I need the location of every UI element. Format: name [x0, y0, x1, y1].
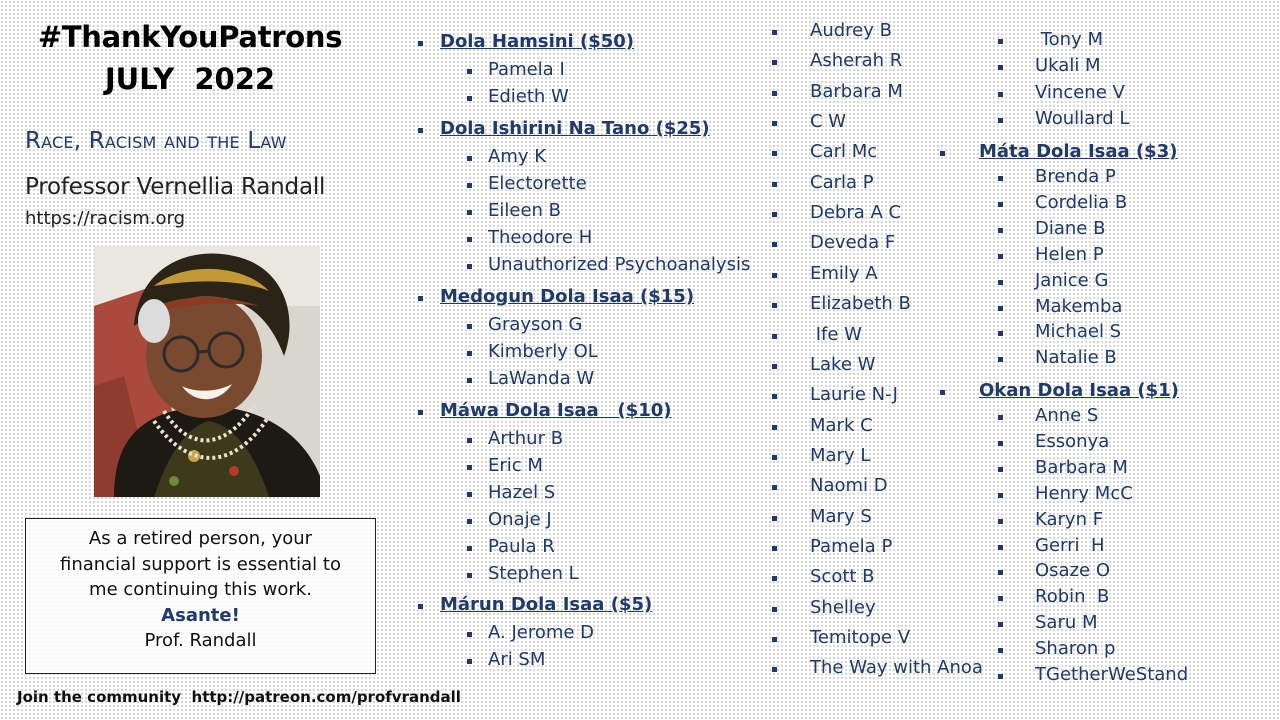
patron-name: Mary S [810, 505, 872, 527]
patron-name: Karyn F [1035, 508, 1104, 530]
patron-name: Vincene V [1035, 81, 1125, 103]
patron-name: Naomi D [810, 475, 888, 497]
bullet-icon [772, 334, 777, 339]
hashtag-title: #ThankYouPatrons [37, 20, 343, 54]
tier-heading: Okan Dola Isaa ($1) [979, 380, 1179, 401]
bullet-icon [772, 30, 777, 35]
bullet-icon [998, 570, 1003, 575]
bullet-icon [772, 607, 777, 612]
patron-name: Asherah R [810, 50, 903, 72]
patron-name: Henry McC [1035, 482, 1133, 504]
patron-name: Scott B [810, 566, 875, 588]
bullet-icon [467, 183, 472, 188]
patron-name: Ukali M [1035, 55, 1101, 77]
patron-name: Diane B [1035, 217, 1106, 239]
patron-name: Deveda F [810, 232, 896, 254]
bullet-icon [998, 176, 1003, 181]
bullet-icon [998, 622, 1003, 627]
note-line: me continuing this work. [89, 579, 312, 600]
bullet-icon [418, 128, 423, 133]
bullet-icon [467, 264, 472, 269]
bullet-icon [467, 210, 472, 215]
bullet-icon [998, 648, 1003, 653]
bullet-icon [998, 280, 1003, 285]
bullet-icon [418, 604, 423, 609]
bullet-icon [772, 303, 777, 308]
bullet-icon [467, 156, 472, 161]
patron-name: Grayson G [488, 314, 583, 335]
patron-name: Theodore H [488, 227, 593, 248]
bullet-icon [998, 545, 1003, 550]
bullet-icon [772, 546, 777, 551]
patron-name: Saru M [1035, 612, 1098, 634]
patron-name: Woullard L [1035, 107, 1130, 129]
bullet-icon [772, 455, 777, 460]
tier-heading: Márun Dola Isaa ($5) [440, 594, 653, 615]
bullet-icon [467, 69, 472, 74]
bullet-icon [467, 573, 472, 578]
bullet-icon [772, 273, 777, 278]
bullet-icon [998, 441, 1003, 446]
bullet-icon [998, 65, 1003, 70]
bullet-icon [998, 493, 1003, 498]
bullet-icon [772, 242, 777, 247]
bullet-icon [772, 576, 777, 581]
asante-text: Asante! [161, 604, 240, 626]
bullet-icon [772, 182, 777, 187]
bullet-icon [418, 410, 423, 415]
patron-name: Stephen L [488, 563, 579, 584]
bullet-icon [772, 425, 777, 430]
bullet-icon [467, 546, 472, 551]
bullet-icon [467, 438, 472, 443]
bullet-icon [772, 485, 777, 490]
patron-name: Debra A C [810, 202, 902, 224]
join-community-link[interactable]: Join the community http://patreon.com/profvrandall [17, 688, 461, 706]
bullet-icon [467, 324, 472, 329]
patron-name: Temitope V [810, 627, 911, 648]
bullet-icon [998, 306, 1003, 311]
patron-name: Onaje J [488, 509, 552, 530]
bullet-icon [772, 91, 777, 96]
course-title: Race, Racism and the Law [25, 128, 287, 154]
patron-name: Janice G [1035, 269, 1109, 291]
bullet-icon [418, 41, 423, 46]
patron-name: Mark C [810, 414, 873, 436]
patron-name: Eileen B [488, 200, 562, 221]
bullet-icon [998, 331, 1003, 336]
note-line: financial support is essential to [60, 553, 341, 575]
bullet-icon [940, 390, 945, 395]
patron-name: Robin B [1035, 586, 1110, 608]
bullet-icon [998, 357, 1003, 362]
patron-name: Anne S [1035, 405, 1099, 426]
bullet-icon [467, 492, 472, 497]
bullet-icon [998, 467, 1003, 472]
portrait-photo [94, 246, 320, 497]
patron-name: Carla P [810, 171, 874, 193]
bullet-icon [467, 632, 472, 637]
bullet-icon [998, 415, 1003, 420]
patron-name: Emily A [810, 262, 878, 284]
patron-name: Gerri H [1035, 534, 1105, 556]
bullet-icon [772, 516, 777, 521]
bullet-icon [998, 92, 1003, 97]
bullet-icon [940, 151, 945, 156]
bullet-icon [772, 394, 777, 399]
support-note [25, 518, 376, 674]
patron-name: Mary L [810, 444, 871, 466]
bullet-icon [998, 254, 1003, 259]
patron-name: Sharon p [1035, 638, 1116, 660]
patron-name: Makemba [1035, 295, 1123, 317]
patron-name: Lake W [810, 353, 876, 375]
note-line: As a retired person, your [88, 528, 313, 549]
patron-name: Elizabeth B [810, 293, 911, 315]
bullet-icon [772, 151, 777, 156]
bullet-icon [467, 237, 472, 242]
bullet-icon [467, 519, 472, 524]
patron-name: Carl Mc [810, 141, 878, 163]
patron-name: Kimberly OL [488, 341, 598, 362]
patron-name: Eric M [488, 455, 543, 476]
professor-name: Professor Vernellia Randall [25, 174, 326, 200]
bullet-icon [772, 364, 777, 369]
tier-heading: Máwa Dola Isaa ($10) [440, 400, 672, 421]
patron-name: Electorette [488, 173, 587, 194]
bullet-icon [998, 118, 1003, 123]
bullet-icon [772, 60, 777, 65]
bullet-icon [467, 378, 472, 383]
patron-name: Amy K [488, 146, 547, 167]
patron-name: Shelley [810, 596, 876, 618]
patron-name: Unauthorized Psychoanalysis [488, 254, 751, 275]
patron-name: C W [810, 111, 847, 133]
patron-name: Barbara M [1035, 456, 1128, 478]
tier-heading: Medogun Dola Isaa ($15) [440, 286, 695, 307]
bullet-icon [467, 465, 472, 470]
tier-heading: Máta Dola Isaa ($3) [979, 141, 1178, 162]
bullet-icon [467, 96, 472, 101]
patron-name: Paula R [488, 536, 555, 557]
website-link[interactable]: https://racism.org [25, 208, 186, 229]
bullet-icon [998, 228, 1003, 233]
tier-heading: Dola Ishirini Na Tano ($25) [440, 118, 710, 139]
bullet-icon [772, 121, 777, 126]
patron-name: Hazel S [488, 482, 556, 503]
patron-name: Edieth W [488, 86, 569, 107]
bullet-icon [998, 674, 1003, 679]
patron-name: Arthur B [488, 428, 564, 449]
patron-name: Ife W [810, 323, 862, 345]
patron-name: Essonya [1035, 430, 1110, 452]
patron-name: Helen P [1035, 243, 1104, 265]
bullet-icon [467, 351, 472, 356]
bullet-icon [998, 596, 1003, 601]
patron-name: A. Jerome D [488, 622, 595, 643]
patron-name: Laurie N-J [810, 384, 898, 406]
bullet-icon [772, 667, 777, 672]
patron-name: Audrey B [810, 20, 892, 41]
patron-name: Natalie B [1035, 347, 1117, 369]
patron-name: Tony M [1035, 29, 1103, 50]
patron-name: Ari SM [488, 649, 546, 670]
bullet-icon [998, 39, 1003, 44]
bullet-icon [998, 519, 1003, 524]
bullet-icon [772, 212, 777, 217]
patron-name: Osaze O [1035, 560, 1110, 582]
patron-name: TGetherWeStand [1035, 664, 1189, 685]
bullet-icon [418, 296, 423, 301]
patron-name: LaWanda W [488, 368, 595, 389]
patron-name: Pamela P [810, 535, 893, 557]
patron-name: The Way with Anoa [810, 657, 983, 679]
patron-name: Brenda P [1035, 166, 1116, 187]
patron-name: Michael S [1035, 321, 1122, 343]
patron-name: Cordelia B [1035, 191, 1128, 213]
bullet-icon [998, 202, 1003, 207]
bullet-icon [772, 637, 777, 642]
month-title: JULY 2022 [104, 62, 276, 96]
signature-text: Prof. Randall [144, 630, 257, 651]
tier-heading: Dola Hamsini ($50) [440, 31, 635, 52]
bullet-icon [467, 659, 472, 664]
patron-name: Barbara M [810, 80, 903, 102]
patron-name: Pamela I [488, 59, 565, 80]
